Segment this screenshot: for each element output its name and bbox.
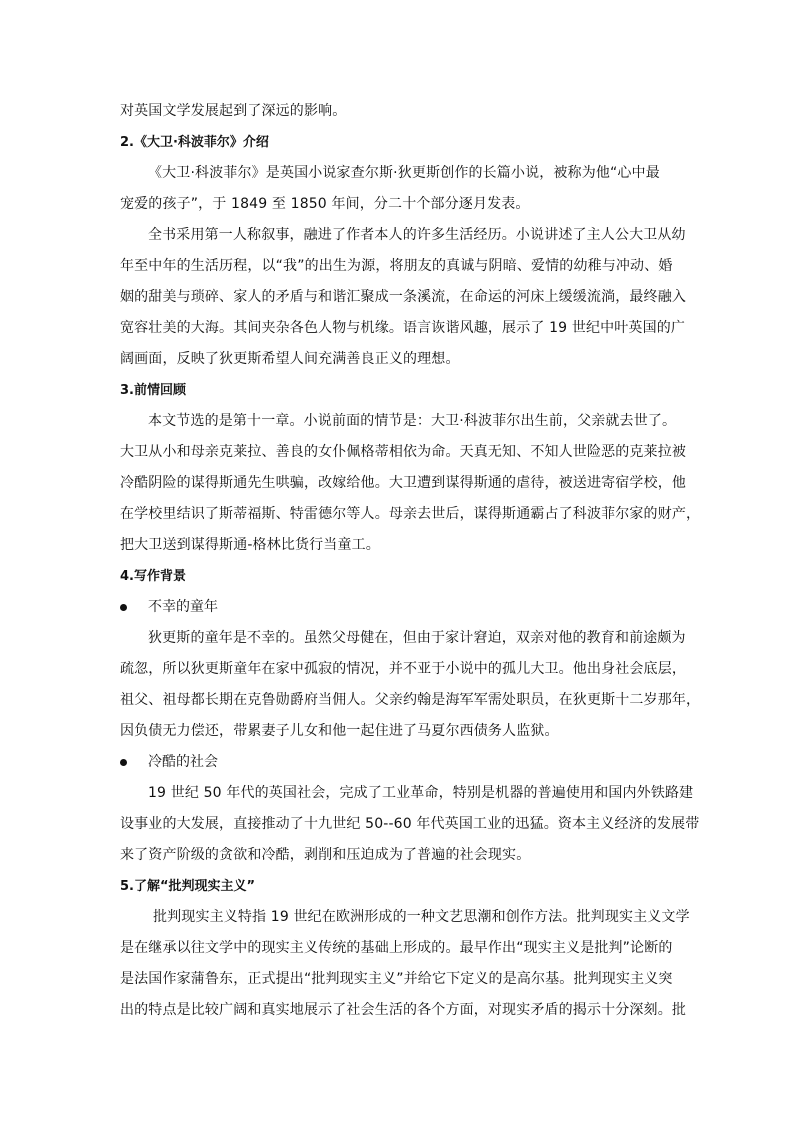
paragraph-line: 批判现实主义特指 19 世纪在欧洲形成的一种文艺思潮和创作方法。批判现实主义文学 (153, 909, 690, 925)
section-heading-5: 5.了解“批判现实主义” (120, 879, 256, 894)
paragraph-line: 冷酷阴险的谋得斯通先生哄骗，改嫁给他。大卫遭到谋得斯通的虐待，被送进寄宿学校，他 (120, 475, 686, 491)
paragraph-line: 狄更斯的童年是不幸的。虽然父母健在，但由于家计窘迫，双亲对他的教育和前途颇为 (148, 630, 686, 646)
paragraph-line: 在学校里结识了斯蒂福斯、特雷德尔等人。母亲去世后，谋得斯通霸占了科波菲尔家的财产， (120, 506, 701, 522)
bullet-item (120, 592, 682, 623)
bullet-dot-icon (120, 604, 127, 611)
section-heading-4: 4.写作背景 (120, 569, 186, 584)
paragraph-line: 疏忽，所以狄更斯童年在家中孤寂的情况，并不亚于小说中的孤儿大卫。他出身社会底层， (120, 661, 686, 677)
section-heading-2: 2.《大卫·科波菲尔》介绍 (120, 135, 269, 150)
paragraph-line: 《大卫·科波菲尔》是英国小说家查尔斯·狄更斯创作的长篇小说，被称为他“心中最 (148, 165, 660, 181)
paragraph-line: 因负债无力偿还，带累妻子儿女和他一起住进了马夏尔西债务人监狱。 (120, 723, 559, 739)
bullet-item (120, 747, 682, 778)
paragraph-line: 是法国作家蒲鲁东，正式提出“批判现实主义”并给它下定义的是高尔基。批判现实主义突 (120, 971, 673, 987)
paragraph-line: 是在继承以往文学中的现实主义传统的基础上形成的。最早作出“现实主义是批判”论断的 (120, 940, 673, 956)
paragraph-line: 本文节选的是第十一章。小说前面的情节是：大卫·科波菲尔出生前，父亲就去世了。 (148, 413, 677, 429)
paragraph-line: 来了资产阶级的贪欲和冷酷，剥削和压迫成为了普遍的社会现实。 (120, 847, 531, 863)
paragraph-line: 出的特点是比较广阔和真实地展示了社会生活的各个方面，对现实矛盾的揭示十分深刻。批 (120, 1002, 686, 1018)
paragraph-continuation: 对英国文学发展起到了深远的影响。 (120, 103, 347, 119)
paragraph-line: 设事业的大发展，直接推动了十九世纪 50--60 年代英国工业的迅猛。资本主义经济的发展带 (120, 816, 700, 832)
bullet-label: 冷酷的社会 (148, 754, 218, 770)
document-page (120, 96, 701, 1026)
paragraph-line: 宠爱的孩子”，于 1849 至 1850 年间，分二十个部分逐月发表。 (120, 196, 530, 212)
paragraph-line: 把大卫送到谋得斯通-格林比货行当童工。 (120, 537, 380, 553)
paragraph-line: 全书采用第一人称叙事，融进了作者本人的许多生活经历。小说讲述了主人公大卫从幼 (148, 227, 686, 243)
bullet-dot-icon (120, 759, 127, 766)
paragraph-line: 阔画面，反映了狄更斯希望人间充满善良正义的理想。 (120, 351, 460, 367)
section-heading-3: 3.前情回顾 (120, 383, 186, 398)
paragraph-line: 19 世纪 50 年代的英国社会，完成了工业革命，特别是机器的普遍使用和国内外铁路建 (148, 785, 694, 801)
paragraph-line: 姻的甜美与琐碎、家人的矛盾与和谐汇聚成一条溪流，在命运的河床上缓缓流淌，最终融入 (120, 289, 686, 305)
paragraph-line: 大卫从小和母亲克莱拉、善良的女仆佩格蒂相依为命。天真无知、不知人世险恶的克莱拉被 (120, 444, 686, 460)
paragraph-line: 年至中年的生活历程，以“我”的出生为源，将朋友的真诚与阴暗、爱情的幼稚与冲动、婚 (120, 258, 673, 274)
bullet-label: 不幸的童年 (148, 599, 218, 615)
paragraph-line: 祖父、祖母都长期在克鲁勋爵府当佣人。父亲约翰是海军军需处职员，在狄更斯十二岁那年， (120, 692, 701, 708)
paragraph-line: 宽容壮美的大海。其间夹杂各色人物与机缘。语言诙谐风趣，展示了 19 世纪中叶英国的广 (120, 320, 686, 336)
